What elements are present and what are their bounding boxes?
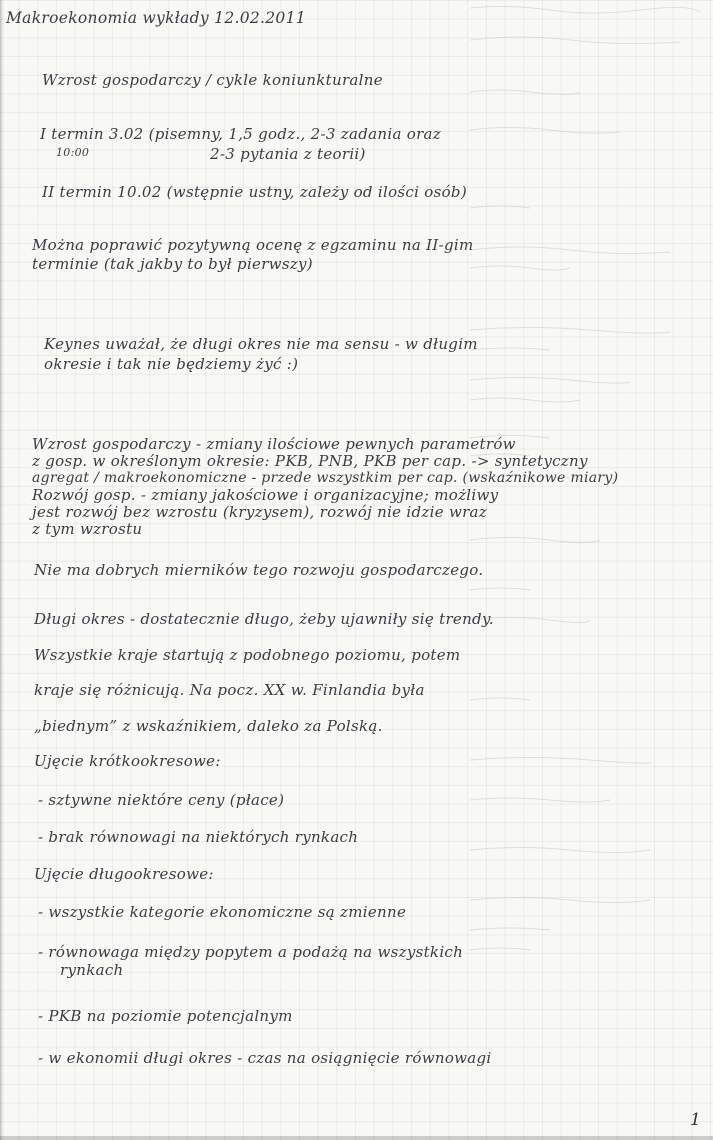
development-definition-1: Rozwój gosp. - zmiany jakościowe i organizacyjne; możliwy [32,486,499,504]
exam-term-1: I termin 3.02 (pisemny, 1,5 godz., 2-3 zadania oraz [40,125,442,143]
exam-term-2: II termin 10.02 (wstępnie ustny, zależy od ilości osób) [42,183,467,201]
long-period-line-1: Długi okres - dostatecznie długo, żeby ujawniły się trendy. [34,610,494,628]
long-term-item-4: - w ekonomii długi okres - czas na osiągnięcie równowagi [38,1049,492,1067]
long-term-item-3: - PKB na poziomie potencjalnym [38,1007,293,1025]
growth-definition-1: Wzrost gospodarczy - zmiany ilościowe pewnych parametrów [32,435,516,453]
growth-definition-3: agregat / makroekonomiczne - przede wszystkim per cap. (wskaźnikowe miary) [32,470,619,486]
improve-note-line-2: terminie (tak jakby to był pierwszy) [32,255,313,273]
development-definition-3: z tym wzrostu [32,520,143,538]
page-left-shadow [0,0,4,1140]
long-period-line-2: Wszystkie kraje startują z podobnego poziomu, potem [34,646,461,664]
header-date: Makroekonomia wykłady 12.02.2011 [6,9,306,27]
page-number: 1 [690,1110,701,1130]
short-term-item-1: - sztywne niektóre ceny (płace) [38,791,285,809]
keynes-line-2: okresie i tak nie będziemy żyć :) [44,355,299,373]
long-term-item-2: - równowaga między popytem a podażą na wszystkich [38,943,464,961]
short-term-item-2: - brak równowagi na niektórych rynkach [38,828,359,846]
exam-term-1-time: 10:00 [56,146,90,159]
improve-note-line-1: Można poprawić pozytywną ocenę z egzaminu na II-gim [32,236,474,254]
development-definition-2: jest rozwój bez wzrostu (kryzysem), rozwój nie idzie wraz [32,503,488,521]
no-measures-note: Nie ma dobrych mierników tego rozwoju gospodarczego. [34,561,484,579]
growth-definition-2: z gosp. w określonym okresie: PKB, PNB, PKB per cap. -> syntetyczny [32,452,588,470]
long-period-line-4: „biednym” z wskaźnikiem, daleko za Polską. [34,717,383,735]
long-term-item-1: - wszystkie kategorie ekonomiczne są zmienne [38,903,407,921]
topic-heading: Wzrost gospodarczy / cykle koniunkturalne [42,71,383,89]
long-period-line-3: kraje się różnicują. Na pocz. XX w. Finlandia była [34,681,425,699]
exam-term-1-cont: 2-3 pytania z teorii) [210,145,366,163]
keynes-line-1: Keynes uważał, że długi okres nie ma sensu - w długim [44,335,478,353]
long-term-heading: Ujęcie długookresowe: [34,865,214,883]
page-bottom-edge [0,1136,713,1140]
long-term-item-2-cont: rynkach [60,961,124,979]
short-term-heading: Ujęcie krótkookresowe: [34,752,221,770]
